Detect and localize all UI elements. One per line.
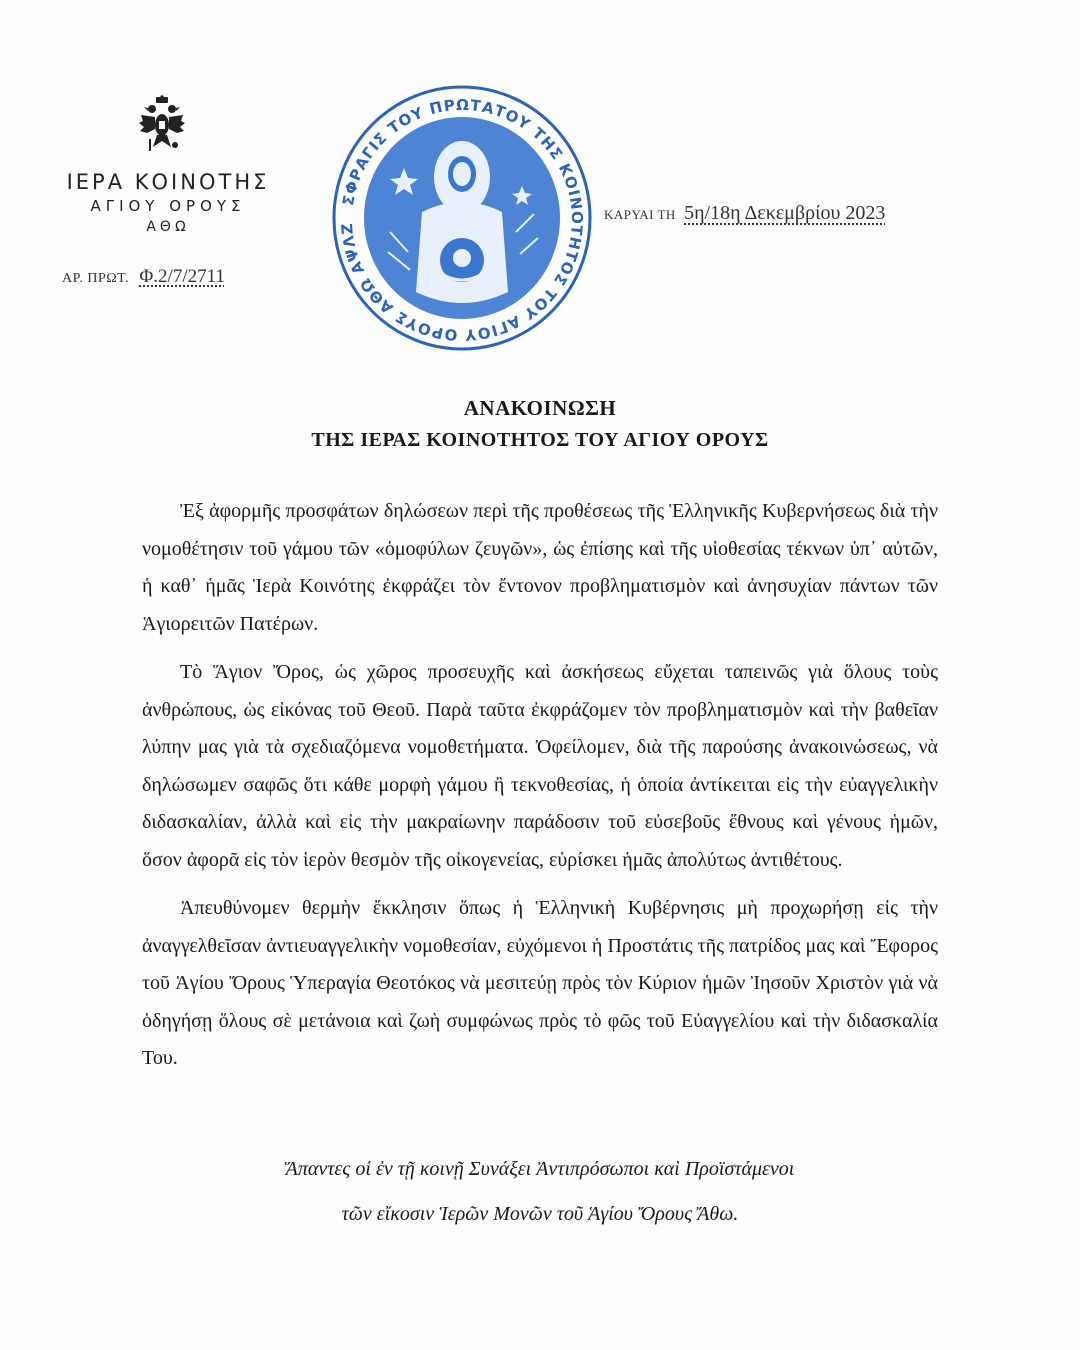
paragraph: Τὸ Ἅγιον Ὄρος, ὡς χῶρος προσευχῆς καὶ ἀσκήσεως εὔχεται ταπεινῶς γιὰ ὅλους τοὺς ἀνθρώπους, ὡς εἰκόνας τοῦ Θεοῦ. Παρὰ ταῦτα ἐκφράζομεν τὸν προβληματισμὸν καὶ τὴν βαθεῖαν λύπην μας γιὰ τὰ σχεδιαζόμενα νομοθετήματα. Ὀφείλομεν, διὰ τῆς παρούσης ἀνακοινώσεως, νὰ δηλώσωμεν σαφῶς ὅτι κάθε μορφὴ γάμου ἢ τεκνοθεσίας, ἡ ὁποία ἀντίκειται εἰς τὴν εὐαγγελικὴν διδασκαλίαν, ἀλλὰ καὶ εἰς τὴν μακραίωνην παράδοσιν τοῦ εὐσεβοῦς ἔθνους καὶ γένους ἡμῶν, ὅσον ἀφορᾶ εἰς τὸν ἱερὸν θεσμὸν τῆς οἰκογενείας, εὑρίσκει ἡμᾶς ἀπολύτως ἀντιθέτους. xyxy=(142,661,938,871)
signature-line2: τῶν εἴκοσιν Ἱερῶν Μονῶν τοῦ Ἁγίου Ὄρους Ἄθω. xyxy=(341,1203,739,1225)
double-headed-eagle-icon xyxy=(137,95,187,155)
svg-text:ΣΦΡΑΓΙΣ ΤΟΥ ΠΡΩΤΑΤΟΥ ΤΗΣ ΚΟΙΝΟ: ΣΦΡΑΓΙΣ ΤΟΥ ΠΡΩΤΑΤΟΥ ΤΗΣ ΚΟΙΝΟΤΗΤΟΣ ΤΟΥ ΑΓΙΟΥ ΟΡΟΥΣ ΑΘΩ ΑΨΛΖ xyxy=(337,95,587,345)
date-label: ΚΑΡΥΑΙ ΤΗ xyxy=(604,207,676,222)
org-name-line2: ΑΓΙΟΥ ΟΡΟΥΣ xyxy=(90,197,246,215)
document-body xyxy=(142,493,938,1089)
protocol-number xyxy=(62,266,225,288)
document-subtitle: ΤΗΣ ΙΕΡΑΣ ΚΟΙΝΟΤΗΤΟΣ ΤΟΥ ΑΓΙΟΥ ΟΡΟΥΣ xyxy=(311,429,769,451)
community-seal-icon xyxy=(330,82,595,352)
document-title: ΑΝΑΚΟΙΝΩΣΗ xyxy=(463,396,617,420)
date-line xyxy=(604,202,885,225)
protocol-label: ΑΡ. ΠΡΩΤ. xyxy=(62,271,130,286)
paragraph: Ἀπευθύνομεν θερμὴν ἔκκλησιν ὅπως ἡ Ἑλληνικὴ Κυβέρνησις μὴ προχωρήσῃ εἰς τὴν ἀναγγελθεῖσαν ἀντιευαγγελικὴν νομοθεσίαν, εὐχόμενοι ἡ Προστάτις τῆς πατρίδος μας καὶ Ἔφορος τοῦ Ἁγίου Ὄρους Ὑπεραγία Θεοτόκος νὰ μεσιτεύῃ πρὸς τὸν Κύριον ἡμῶν Ἰησοῦν Χριστὸν γιὰ νὰ ὁδηγήσῃ ὅλους σὲ μετάνοια καὶ ζωὴ συμφώνως πρὸς τὸ φῶς τοῦ Εὐαγγελίου καὶ τὴν διδασκαλία Του. xyxy=(142,897,938,1069)
signature-line1: Ἅπαντες οἱ ἐν τῇ κοινῇ Συνάξει Ἀντιπρόσωποι καὶ Προϊστάμενοι xyxy=(285,1158,795,1180)
date-value: 5η/18η Δεκεμβρίου 2023 xyxy=(684,202,886,224)
paragraph: Ἐξ ἀφορμῆς προσφάτων δηλώσεων περὶ τῆς προθέσεως τῆς Ἑλληνικῆς Κυβερνήσεως διὰ τὴν νομοθέτησιν τοῦ γάμου τῶν «ὁμοφύλων ζευγῶν», ὡς ἐπίσης καὶ τῆς υἱοθεσίας τέκνων ὑπ᾽ αὐτῶν, ἡ καθ᾽ ἡμᾶς Ἱερὰ Κοινότης ἐκφράζει τὸν ἔντονον προβληματισμὸν καὶ ἀνησυχίαν πάντων τῶν Ἁγιορειτῶν Πατέρων. xyxy=(142,500,938,635)
org-name-line3: ΑΘΩ xyxy=(146,219,190,235)
protocol-value: Φ.2/7/2711 xyxy=(139,266,225,287)
org-name-line1: ΙΕΡΑ ΚΟΙΝΟΤΗΣ xyxy=(66,170,270,194)
